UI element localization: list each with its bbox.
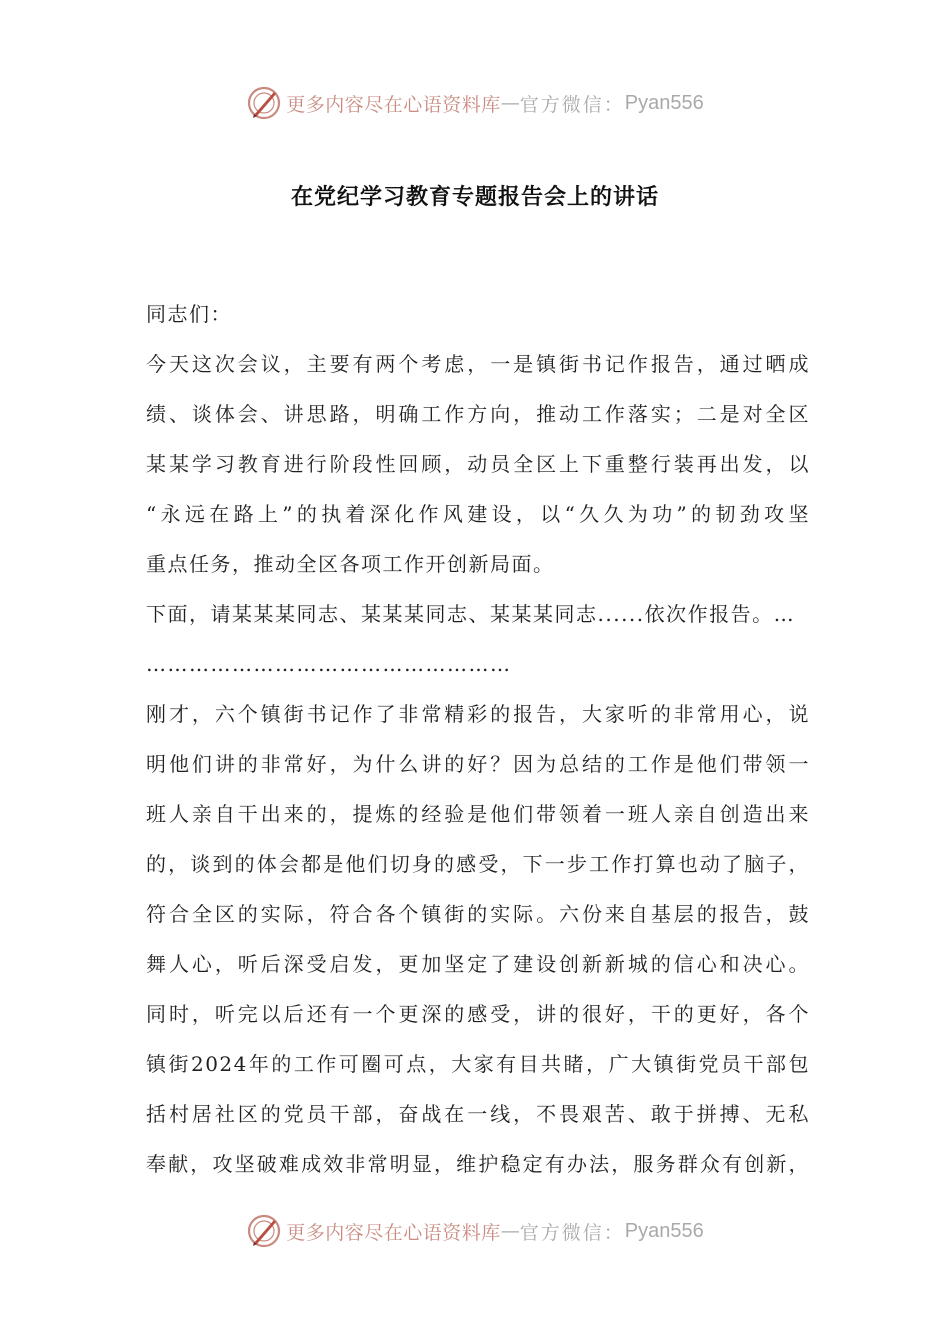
paragraph-line: 的，谈到的体会都是他们切身的感受，下一步工作打算也动了脑子， (146, 852, 810, 876)
watermark-separator: — (500, 92, 520, 114)
paragraph-line: 下面，请某某某同志、某某某同志、某某某同志......依次作报告。… (146, 602, 796, 626)
paragraph-line: 班人亲自干出来的，提炼的经验是他们带领着一班人亲自创造出来 (146, 802, 810, 826)
paragraph-line: 某某学习教育进行阶段性回顾，动员全区上下重整行装再出发，以 (146, 452, 810, 476)
paragraph-line: 奉献，攻坚破难成效非常明显，维护稳定有办法，服务群众有创新， (146, 1152, 810, 1176)
document-body (146, 289, 810, 1189)
quill-logo-icon (246, 85, 282, 121)
watermark-brand: 更多内容尽在心语资料库 (286, 1221, 501, 1244)
watermark-wechat-id: Pyan556 (624, 91, 704, 114)
quill-logo-icon (246, 1213, 282, 1249)
paragraph-line: 同时，听完以后还有一个更深的感受，讲的很好，干的更好，各个 (146, 1002, 810, 1026)
watermark-official: 官方微信： (519, 93, 625, 116)
paragraph-line: 刚才，六个镇街书记作了非常精彩的报告，大家听的非常用心，说 (146, 702, 810, 726)
salutation: 同志们： (146, 302, 232, 326)
paragraph-line: 符合全区的实际，符合各个镇街的实际。六份来自基层的报告，鼓 (146, 902, 810, 926)
watermark-brand: 更多内容尽在心语资料库 (286, 93, 501, 116)
watermark-official: 官方微信： (519, 1221, 625, 1244)
paragraph-line: 绩、谈体会、讲思路，明确工作方向，推动工作落实；二是对全区 (146, 402, 810, 426)
footer-watermark (0, 1211, 950, 1251)
paragraph-line: 舞人心，听后深受启发，更加坚定了建设创新新城的信心和决心。 (146, 952, 810, 976)
header-watermark (0, 83, 950, 123)
document-title: 在党纪学习教育专题报告会上的讲话 (290, 184, 659, 210)
ellipsis-line: …………………………………………… (146, 652, 512, 676)
watermark-wechat-id: Pyan556 (624, 1219, 704, 1242)
paragraph-line: 括村居社区的党员干部，奋战在一线，不畏艰苦、敢于拼搏、无私 (146, 1102, 810, 1126)
watermark-separator: — (500, 1220, 520, 1242)
paragraph-line: 重点任务，推动全区各项工作开创新局面。 (146, 552, 555, 576)
paragraph-line: 镇街2024年的工作可圈可点，大家有目共睹，广大镇街党员干部包 (146, 1052, 810, 1076)
paragraph-line: 明他们讲的非常好，为什么讲的好？因为总结的工作是他们带领一 (146, 752, 810, 776)
paragraph-line: “永远在路上”的执着深化作风建设，以“久久为功”的韧劲攻坚 (146, 502, 810, 526)
paragraph-line: 今天这次会议，主要有两个考虑，一是镇街书记作报告，通过晒成 (146, 352, 810, 376)
